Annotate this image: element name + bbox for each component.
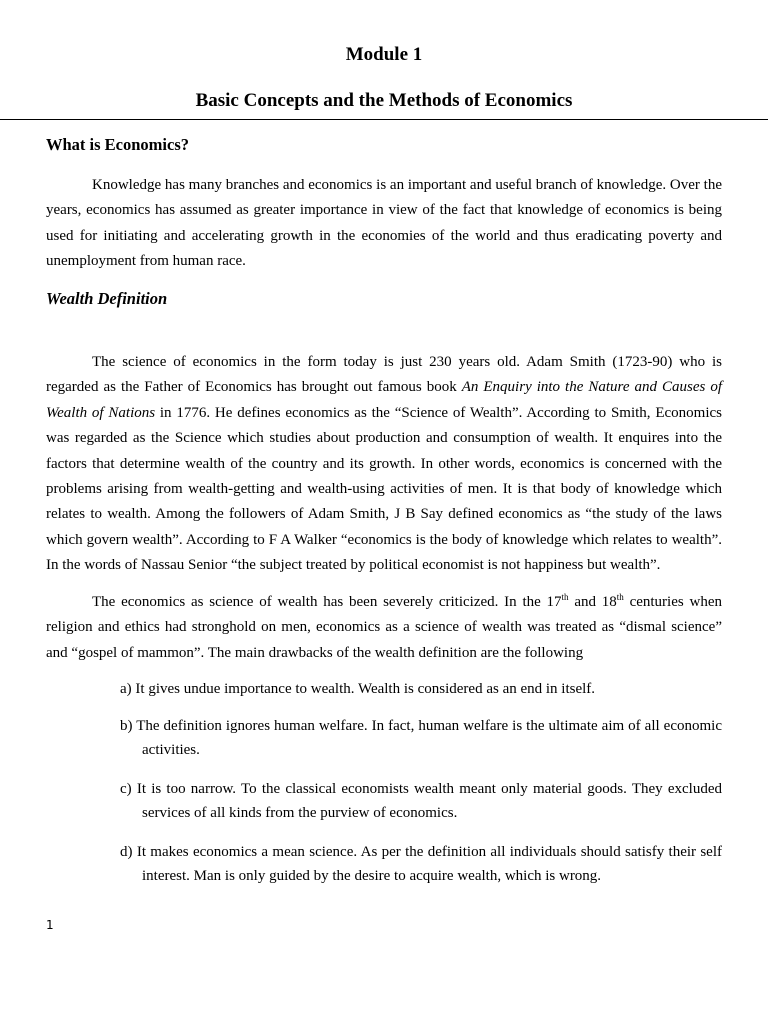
module-label: Module 1 <box>345 44 423 65</box>
criticism-text-3: centuries when religion and ethics had stronghold on men, economics as a science of wealth was treated as “dismal science” and “gospel of mammon”. The main drawbacks of the wealth definition are the following <box>46 594 722 661</box>
list-item: d) It makes economics a mean science. As per the definition all individuals should satisfy their self interest. Man is only guided by the desire to acquire wealth, which is wrong. <box>120 844 722 884</box>
section-heading-what-is-economics: What is Economics? <box>46 135 190 154</box>
page-number: 1 <box>46 918 54 932</box>
criticism-text-2: and 18 <box>568 594 617 610</box>
ordinal-suffix-18th: th <box>616 592 624 602</box>
paragraph-text-after-book: in 1776. He defines economics as the “Science of Wealth”. According to Smith, Economics was regarded as the Science which studies about production and consumption of wealth. It enquires into the factors that determine wealth of the country and its growth. In other words, economics is concerned with the problems arising from wealth-getting and wealth-using activities of men. It is that body of knowledge which relates to wealth. Among the followers of Adam Smith, J B Say defined economics as “the study of the laws which govern wealth”. According to F A Walker “economics is the body of knowledge which relates to wealth”. In the words of Nassau Senior “the subject treated by political economist is not happiness but wealth”. <box>46 404 722 574</box>
subsection-heading-wealth-definition: Wealth Definition <box>46 289 168 308</box>
wealth-definition-paragraph <box>46 350 722 579</box>
criticism-paragraph <box>46 590 722 666</box>
paragraph-text-before-book: The science of economics in the form today is just 230 years old. Adam Smith (1723-90) who is regarded as the Father of Economics has brought out famous book <box>46 354 722 396</box>
list-item: b) The definition ignores human welfare. In fact, human welfare is the ultimate aim of all economic activities. <box>120 718 722 758</box>
book-title: An Enquiry into the Nature and Causes of Wealth of Nations <box>46 379 722 421</box>
title-divider <box>0 119 768 120</box>
list-item: a) It gives undue importance to wealth. Wealth is considered as an end in itself. <box>120 681 596 697</box>
criticism-text-1: The economics as science of wealth has been severely criticized. In the 17 <box>92 594 562 610</box>
ordinal-suffix-17th: th <box>561 592 569 602</box>
intro-paragraph: Knowledge has many branches and economics is an important and useful branch of knowledge. Over the years, economics has assumed as greater importance in view of the fact that knowledge of economics is being used for initiating and accelerating growth in the economies of the world and thus eradicating poverty and unemployment from human race. <box>46 177 722 270</box>
page-title: Basic Concepts and the Methods of Economics <box>195 90 573 111</box>
list-item: c) It is too narrow. To the classical economists wealth meant only material goods. They excluded services of all kinds from the purview of economics. <box>120 781 722 821</box>
